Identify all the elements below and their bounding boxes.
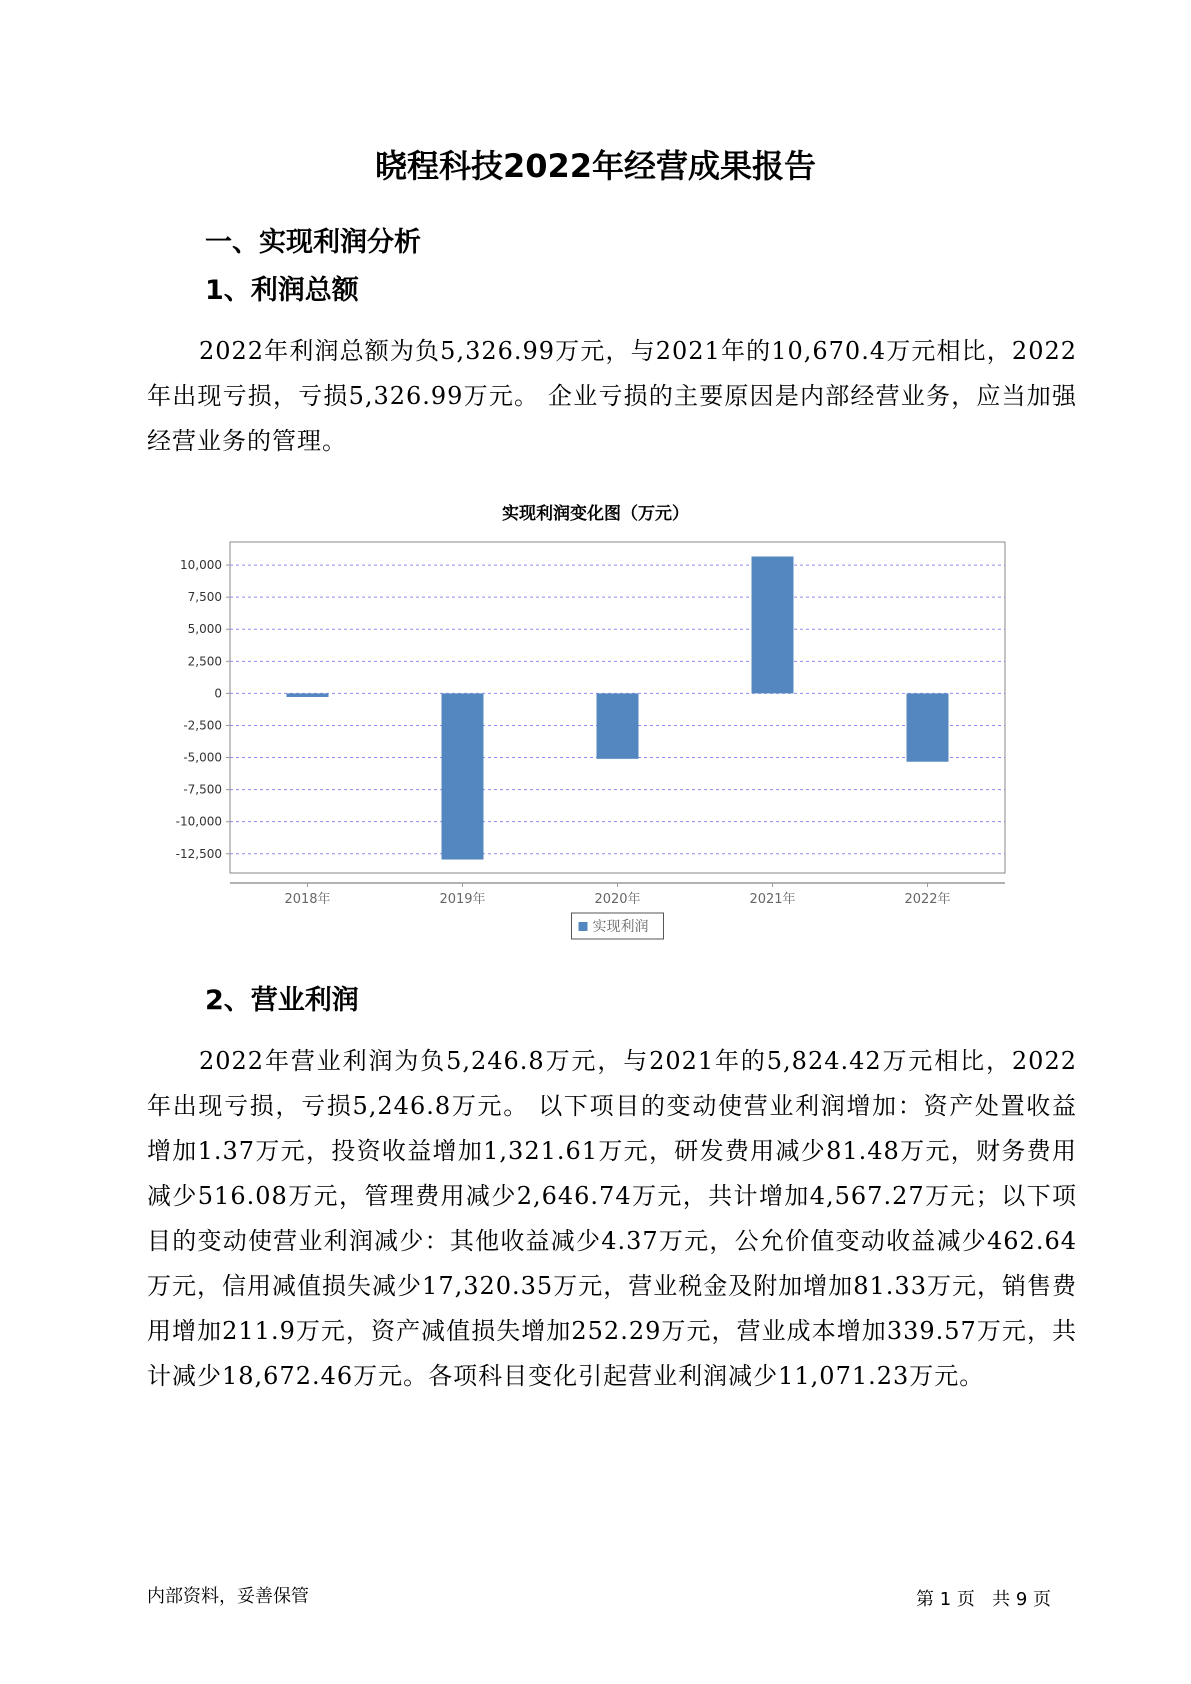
y-tick-label: -5,000	[183, 750, 222, 765]
y-tick-label: 10,000	[180, 558, 222, 573]
footer-page-number	[916, 1588, 1051, 1612]
paragraph-total-profit: 2022年利润总额为负5,326.99万元，与2021年的10,670.4万元相比，2022年出现亏损，亏损5,326.99万元。 企业亏损的主要原因是内部经营业务，应当加强经营业务的管理。	[147, 337, 1077, 455]
document-title: 晓程科技2022年经营成果报告	[374, 147, 817, 185]
bar-2022年	[907, 693, 949, 761]
page-prefix: 第	[915, 1589, 934, 1610]
legend-swatch	[579, 922, 588, 931]
page-mid: 页 共	[956, 1589, 1011, 1610]
paragraph-operating-profit: 2022年营业利润为负5,246.8万元，与2021年的5,824.42万元相比，2022年出现亏损，亏损5,246.8万元。 以下项目的变动使营业利润增加：资产处置收益增加1.37万元，投资收益增加1,321.61万元，研发费用减少81.48万元，财务费用减少516.08万元，管理费用减少2,646.74万元，共计增加4,567.27万元；以下项目的变动使营业利润减少：其他收益减少4.37万元，公允价值变动收益减少462.64万元，信用减值损失减少17,320.35万元，营业税金及附加增加81.33万元，销售费用增加211.9万元，资产减值损失增加252.29万元，营业成本增加339.57万元，共计减少18,672.46万元。各项科目变化引起营业利润减少11,071.23万元。	[147, 1047, 1077, 1390]
bar-2020年	[597, 693, 639, 758]
y-tick-label: -2,500	[183, 718, 222, 733]
y-tick-label: 0	[214, 686, 222, 701]
y-tick-label: 5,000	[187, 622, 222, 637]
bar-2019年	[442, 693, 484, 859]
y-tick-label: -7,500	[183, 782, 222, 797]
legend-label: 实现利润	[592, 919, 649, 935]
chart-title: 实现利润变化图（万元）	[502, 504, 689, 524]
x-tick-label: 2020年	[594, 892, 641, 907]
x-tick-label: 2019年	[439, 892, 486, 907]
subheading-operating-profit: 2、营业利润	[205, 985, 359, 1016]
x-tick-label: 2022年	[904, 892, 951, 907]
footer-confidential-note: 内部资料，妥善保管	[147, 1586, 309, 1607]
page-suffix: 页	[1033, 1589, 1051, 1610]
page-current: 1	[939, 1589, 952, 1610]
page-total: 9	[1015, 1589, 1028, 1610]
bar-2018年	[287, 693, 329, 697]
section-heading-profit-analysis: 一、实现利润分析	[205, 227, 421, 258]
x-tick-label: 2021年	[749, 892, 796, 907]
x-tick-label: 2018年	[284, 892, 331, 907]
y-tick-label: -12,500	[175, 846, 222, 861]
bar-2021年	[752, 556, 794, 693]
y-tick-label: -10,000	[175, 814, 222, 829]
y-tick-label: 2,500	[187, 654, 222, 669]
subheading-total-profit: 1、利润总额	[205, 275, 359, 306]
y-tick-label: 7,500	[187, 590, 222, 605]
